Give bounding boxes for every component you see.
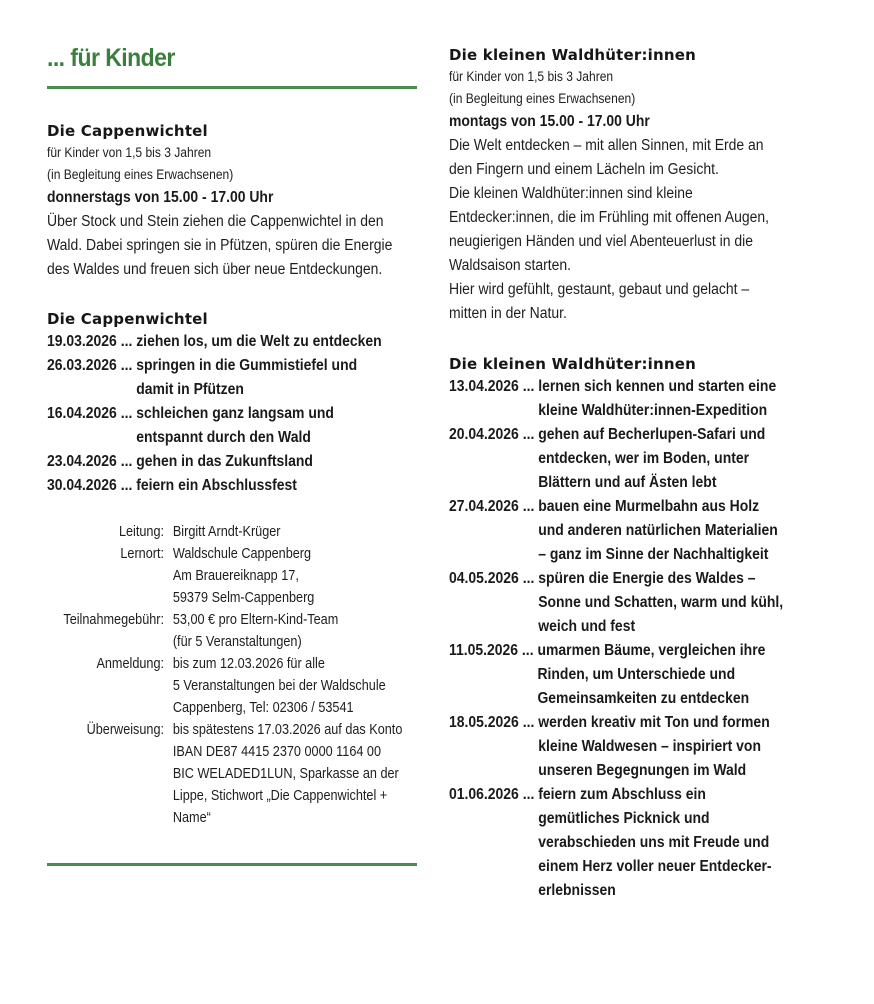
- event-description: [136, 474, 406, 498]
- event-description-line: gehen in das Zukunftsland: [136, 453, 313, 470]
- event-date: 26.03.2026: [47, 357, 117, 374]
- event-separator: ...: [518, 426, 539, 443]
- info-value-line: bis zum 12.03.2026 für alle: [172, 656, 325, 672]
- event-separator: ...: [116, 333, 137, 350]
- info-label: Teilnahmegebühr:: [63, 612, 165, 628]
- info-row: [47, 609, 402, 653]
- event-description: [538, 783, 826, 903]
- info-value-line: BIC WELADED1LUN, Sparkasse an der: [172, 766, 399, 782]
- event-row: [449, 783, 826, 903]
- event-description: [538, 423, 826, 495]
- event-description-line: entdecken, wer im Boden, unter: [538, 450, 750, 467]
- info-value-line: bis spätestens 17.03.2026 auf das Konto: [172, 722, 403, 738]
- event-description-line: und anderen natürlichen Materialien: [538, 522, 778, 539]
- event-description-line: feiern zum Abschluss ein: [538, 786, 706, 803]
- event-description-line: Rinden, um Unterschiede und: [537, 666, 736, 683]
- cappenwichtel-schedule: [47, 308, 446, 498]
- description-line: den Fingern und einem Lächeln im Gesicht.: [449, 161, 719, 178]
- event-description-line: gemütliches Picknick und: [538, 810, 710, 827]
- waldhueter-accompaniment: (in Begleitung eines Erwachsenen): [449, 91, 636, 106]
- info-row: [47, 543, 402, 609]
- info-label: Überweisung:: [86, 722, 165, 738]
- event-row: [449, 375, 826, 423]
- event-description-line: weich und fest: [538, 618, 636, 635]
- event-row: [47, 450, 406, 474]
- description-line: Hier wird gefühlt, gestaunt, gebaut und gelacht –: [449, 281, 750, 298]
- waldhueter-heading: Die kleinen Waldhüter:innen: [449, 46, 697, 64]
- event-description-line: bauen eine Murmelbahn aus Holz: [538, 498, 760, 515]
- event-description-line: entspannt durch den Wald: [136, 429, 311, 446]
- waldhueter-intro: [449, 44, 869, 326]
- info-value: [173, 609, 338, 653]
- event-separator: ...: [116, 405, 137, 422]
- info-row: [47, 719, 402, 829]
- event-description-line: damit in Pfützen: [136, 381, 244, 398]
- description-line: Über Stock und Stein ziehen die Cappenwichtel in den: [47, 213, 384, 230]
- cappenwichtel-schedule-heading: Die Cappenwichtel: [47, 310, 208, 328]
- event-description: [136, 402, 406, 450]
- event-description-line: ziehen los, um die Welt zu entdecken: [136, 333, 382, 350]
- event-date: 27.04.2026: [449, 498, 519, 515]
- cappenwichtel-info-table: [47, 521, 402, 829]
- event-separator: ...: [116, 453, 137, 470]
- bottom-divider: [47, 863, 417, 866]
- info-value-line: 5 Veranstaltungen bei der Waldschule: [172, 678, 386, 694]
- event-description-line: schleichen ganz langsam und: [136, 405, 334, 422]
- event-description-line: unseren Begegnungen im Wald: [538, 762, 747, 779]
- event-description: [538, 495, 826, 567]
- event-separator: ...: [518, 714, 539, 731]
- event-description-line: springen in die Gummistiefel und: [136, 357, 358, 374]
- event-description-line: spüren die Energie des Waldes –: [538, 570, 756, 587]
- waldhueter-time: montags von 15.00 - 17.00 Uhr: [449, 113, 650, 130]
- cappenwichtel-intro: [47, 120, 467, 282]
- event-date: 01.06.2026: [449, 786, 519, 803]
- event-description-line: Sonne und Schatten, warm und kühl,: [538, 594, 784, 611]
- event-description-line: umarmen Bäume, vergleichen ihre: [537, 642, 766, 659]
- event-description-line: einem Herz voller neuer Entdecker-: [538, 858, 772, 875]
- event-description-line: kleine Waldwesen – inspiriert von: [538, 738, 761, 755]
- event-date: 23.04.2026: [47, 453, 117, 470]
- event-description-line: werden kreativ mit Ton und formen: [538, 714, 770, 731]
- event-date: 20.04.2026: [449, 426, 519, 443]
- description-line: Die kleinen Waldhüter:innen sind kleine: [449, 185, 693, 202]
- info-row: [47, 521, 402, 543]
- cappenwichtel-age: für Kinder von 1,5 bis 3 Jahren: [47, 145, 212, 160]
- event-row: [449, 495, 826, 567]
- event-description-line: Gemeinsamkeiten zu entdecken: [537, 690, 750, 707]
- event-description: [136, 450, 406, 474]
- event-description-line: kleine Waldhüter:innen-Expedition: [538, 402, 768, 419]
- event-date: 18.05.2026: [449, 714, 519, 731]
- event-description-line: lernen sich kennen und starten eine: [538, 378, 777, 395]
- info-value: [173, 719, 403, 829]
- event-date: 11.05.2026: [449, 642, 519, 659]
- description-line: mitten in der Natur.: [449, 305, 567, 322]
- info-value-line: Cappenberg, Tel: 02306 / 53541: [172, 700, 354, 716]
- cappenwichtel-heading: Die Cappenwichtel: [47, 122, 208, 140]
- title-divider: [47, 86, 417, 89]
- event-description: [537, 639, 825, 711]
- description-line: des Waldes und freuen sich über neue Entdeckungen.: [47, 261, 383, 278]
- event-separator: ...: [518, 498, 539, 515]
- event-separator: ...: [518, 642, 538, 659]
- event-date: 04.05.2026: [449, 570, 519, 587]
- event-description-line: – ganz im Sinne der Nachhaltigkeit: [538, 546, 769, 563]
- info-value-line: Am Brauereiknapp 17,: [172, 568, 299, 584]
- info-value: [173, 521, 281, 543]
- info-value-line: 53,00 € pro Eltern-Kind-Team: [172, 612, 339, 628]
- event-separator: ...: [116, 357, 137, 374]
- info-value-line: 59379 Selm-Cappenberg: [172, 590, 315, 606]
- event-separator: ...: [518, 786, 539, 803]
- event-description: [538, 375, 826, 423]
- event-separator: ...: [518, 570, 539, 587]
- event-description: [136, 354, 406, 402]
- event-description: [538, 567, 826, 639]
- info-value-line: (für 5 Veranstaltungen): [172, 634, 302, 650]
- waldhueter-event-list: [449, 375, 826, 903]
- event-separator: ...: [116, 477, 137, 494]
- description-line: Entdecker:innen, die im Frühling mit offenen Augen,: [449, 209, 770, 226]
- info-value: [173, 653, 386, 719]
- cappenwichtel-time: donnerstags von 15.00 - 17.00 Uhr: [47, 189, 274, 206]
- event-description-line: verabschieden uns mit Freude und: [538, 834, 770, 851]
- info-row: [47, 653, 402, 719]
- waldhueter-schedule: [449, 353, 868, 903]
- info-value-line: IBAN DE87 4415 2370 0000 1164 00: [172, 744, 382, 760]
- info-label: Anmeldung:: [96, 656, 165, 672]
- waldhueter-description: [449, 134, 827, 326]
- event-row: [449, 639, 826, 711]
- event-date: 16.04.2026: [47, 405, 117, 422]
- description-line: Wald. Dabei springen sie in Pfützen, spüren die Energie: [47, 237, 393, 254]
- event-description: [538, 711, 826, 783]
- info-value-line: Lippe, Stichwort „Die Cappenwichtel +: [172, 788, 388, 804]
- cappenwichtel-event-list: [47, 330, 406, 498]
- waldhueter-age: für Kinder von 1,5 bis 3 Jahren: [449, 69, 614, 84]
- info-value-line: Name“: [172, 810, 211, 826]
- cappenwichtel-description: [47, 210, 425, 282]
- event-row: [449, 711, 826, 783]
- event-description-line: Blättern und auf Ästen lebt: [538, 474, 717, 491]
- page-title: ... für Kinder: [47, 44, 175, 72]
- event-row: [47, 354, 406, 402]
- info-value: [173, 543, 315, 609]
- info-value-line: Waldschule Cappenberg: [172, 546, 312, 562]
- description-line: Die Welt entdecken – mit allen Sinnen, mit Erde an: [449, 137, 764, 154]
- event-row: [449, 423, 826, 495]
- event-description-line: gehen auf Becherlupen-Safari und: [538, 426, 766, 443]
- event-separator: ...: [518, 378, 539, 395]
- event-row: [449, 567, 826, 639]
- event-date: 13.04.2026: [449, 378, 519, 395]
- event-description: [136, 330, 406, 354]
- event-description-line: feiern ein Abschlussfest: [136, 477, 297, 494]
- info-value-line: Birgitt Arndt-Krüger: [172, 524, 281, 540]
- description-line: neugierigen Händen und viel Abenteuerlust in die: [449, 233, 754, 250]
- event-row: [47, 330, 406, 354]
- cappenwichtel-accompaniment: (in Begleitung eines Erwachsenen): [47, 167, 234, 182]
- event-description-line: erlebnissen: [538, 882, 616, 899]
- info-label: Lernort:: [120, 546, 165, 562]
- info-label: Leitung:: [118, 524, 165, 540]
- event-date: 30.04.2026: [47, 477, 117, 494]
- description-line: Waldsaison starten.: [449, 257, 571, 274]
- event-date: 19.03.2026: [47, 333, 117, 350]
- event-row: [47, 474, 406, 498]
- waldhueter-schedule-heading: Die kleinen Waldhüter:innen: [449, 355, 697, 373]
- event-row: [47, 402, 406, 450]
